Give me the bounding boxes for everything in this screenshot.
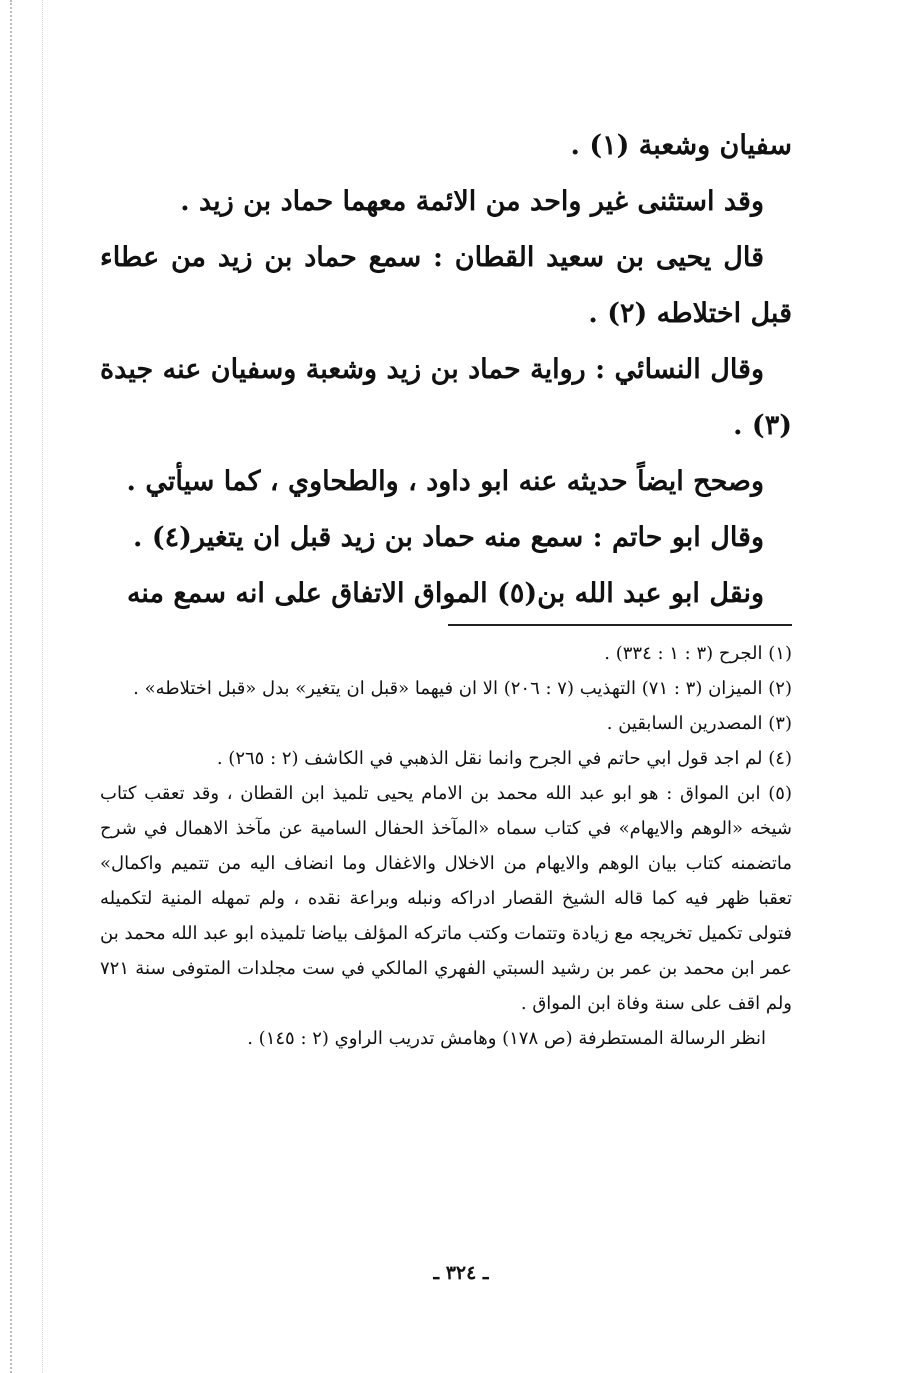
footnotes [100,636,792,1056]
main-paragraph-1: سفيان وشعبة (١) . [570,130,792,161]
main-paragraph-7: ونقل ابو عبد الله بن(٥) المواق الاتفاق على انه سمع منه [126,578,764,609]
page-number: ـ ٣٢٤ ـ [433,1262,489,1284]
footnote-4: (٤) لم اجد قول ابي حاتم في الجرح وانما نقل الذهبي في الكاشف (٢ : ٢٦٥) . [216,748,792,769]
main-paragraph-3: قال يحيى بن سعيد القطان : سمع حماد بن زيد من عطاء قبل اختلاطه (٢) . [100,242,792,329]
main-text [100,118,792,622]
main-paragraph-6: وقال ابو حاتم : سمع منه حماد بن زيد قبل ان يتغير(٤) . [133,522,764,553]
footnote-5-reference: انظر الرسالة المستطرفة (ص ١٧٨) وهامش تدريب الراوي (٢ : ١٤٥) . [247,1028,766,1049]
footnote-2: (٢) الميزان (٣ : ٧١) التهذيب (٧ : ٢٠٦) الا ان فيهما «قبل ان يتغير» بدل «قبل اختلاطه» . [133,678,792,699]
footnote-3: (٣) المصدرين السابقين . [606,713,792,734]
main-paragraph-2: وقد استثنى غير واحد من الائمة معهما حماد بن زيد . [180,186,764,217]
main-paragraph-5: وصحح ايضاً حديثه عنه ابو داود ، والطحاوي ، كما سيأتي . [126,466,764,497]
footnote-5: (٥) ابن المواق : هو ابو عبد الله محمد بن الامام يحيى تلميذ ابن القطان ، وقد تعقب كتاب شيخه «الوهم والايهام» في كتاب سماه «المآخذ الحفال السامية عن مآخذ الاهمال في شرح ماتضمنه كتاب بيان الوهم والايهام من الاخلال والاغفال وما انضاف اليه من تتميم واكمال» تعقبا ظهر فيه كما قاله الشيخ القصار ادراكه ونبله وبراعة نقده ، ولم تمهله المنية لتكميله فتولى تكميل تخريجه مع زيادة وتتمات وكتب ماتركه المؤلف بياضا تلميذه ابو عبد الله محمد بن عمر ابن محمد بن عمر بن رشيد السبتي الفهري المالكي في ست مجلدات المتوفى سنة ٧٢١ ولم اقف على سنة وفاة ابن المواق . [100,783,793,1014]
main-paragraph-4: وقال النسائي : رواية حماد بن زيد وشعبة وسفيان عنه جيدة (٣) . [100,354,792,441]
scan-edge-left [10,0,12,1373]
footnote-separator [448,624,792,626]
footnote-1: (١) الجرح (٣ : ١ : ٣٣٤) . [604,643,792,664]
scan-edge-left-inner [42,0,43,1373]
